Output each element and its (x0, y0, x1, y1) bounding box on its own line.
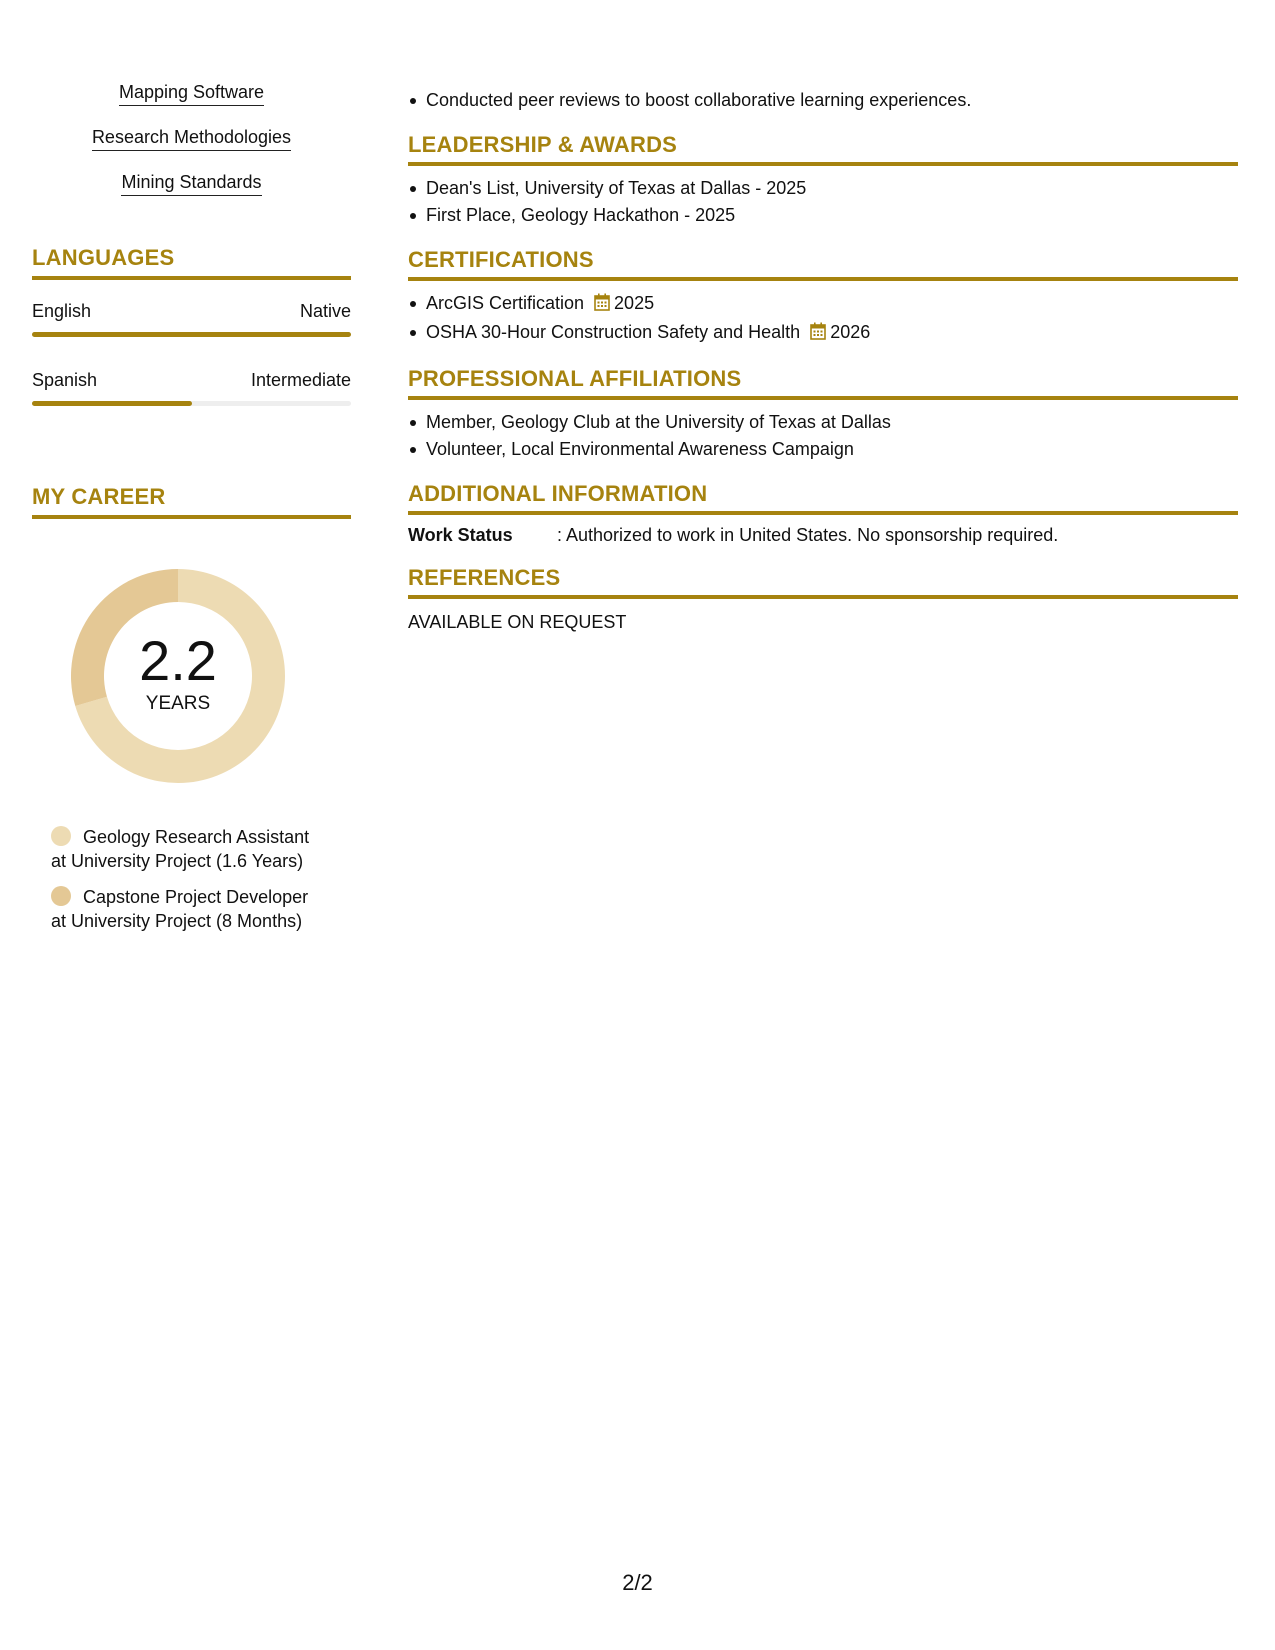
skill-item: Mining Standards (121, 170, 261, 196)
career-total-years: 2.2 (139, 629, 217, 692)
language-english (32, 300, 351, 337)
certification-year: 2026 (830, 322, 871, 342)
affiliations-list (408, 409, 1238, 463)
language-name: English (32, 301, 92, 321)
calendar-icon (810, 321, 826, 348)
list-item: Volunteer, Local Environmental Awareness Campaign (408, 436, 1238, 463)
work-status-row (408, 523, 1238, 547)
legend-swatch (51, 886, 71, 906)
career-heading: MY CAREER (32, 484, 351, 519)
legend-swatch (51, 826, 71, 846)
experience-bullets-continued (408, 87, 1238, 114)
list-item: First Place, Geology Hackathon - 2025 (408, 202, 1238, 229)
legend-line1: Geology Research Assistant (83, 827, 310, 847)
language-name: Spanish (32, 370, 98, 390)
language-proficiency-bar (32, 401, 351, 406)
right-column (408, 78, 1238, 634)
additional-info-heading: ADDITIONAL INFORMATION (408, 481, 1238, 515)
skill-item: Mapping Software (119, 80, 264, 106)
skill-item: Research Methodologies (92, 125, 291, 151)
certification-item (408, 319, 1238, 348)
language-proficiency-fill (32, 332, 351, 337)
languages-heading: LANGUAGES (32, 245, 351, 280)
work-status-value: : Authorized to work in United States. No sponsorship required. (557, 525, 1059, 545)
calendar-icon (594, 292, 610, 319)
list-item: Member, Geology Club at the University of Texas at Dallas (408, 409, 1238, 436)
references-heading: REFERENCES (408, 565, 1238, 599)
leadership-list (408, 175, 1238, 229)
legend-item (51, 825, 351, 873)
language-spanish (32, 369, 351, 406)
leadership-heading: LEADERSHIP & AWARDS (408, 132, 1238, 166)
career-legend (32, 825, 351, 933)
affiliations-heading: PROFESSIONAL AFFILIATIONS (408, 366, 1238, 400)
certification-item (408, 290, 1238, 319)
donut-center (63, 561, 293, 791)
work-status-label: Work Status (408, 525, 513, 545)
career-total-unit: YEARS (145, 693, 211, 714)
list-item: Dean's List, University of Texas at Dallas - 2025 (408, 175, 1238, 202)
page-number: 2/2 (622, 1570, 653, 1595)
language-level: Intermediate (250, 370, 351, 390)
language-proficiency-fill (32, 401, 192, 406)
certifications-heading: CERTIFICATIONS (408, 247, 1238, 281)
skills-list (32, 80, 351, 215)
language-proficiency-bar (32, 332, 351, 337)
certification-name: OSHA 30-Hour Construction Safety and Health (426, 322, 801, 342)
legend-item (51, 885, 351, 933)
certification-name: ArcGIS Certification (426, 293, 585, 313)
legend-line2: at University Project (1.6 Years) (51, 851, 304, 871)
certifications-list (408, 290, 1238, 348)
career-donut-chart (63, 561, 293, 791)
certification-year: 2025 (614, 293, 655, 313)
legend-line1: Capstone Project Developer (83, 887, 309, 907)
list-item: Conducted peer reviews to boost collaborative learning experiences. (408, 87, 1238, 114)
legend-line2: at University Project (8 Months) (51, 911, 303, 931)
left-column (32, 80, 351, 945)
references-text: AVAILABLE ON REQUEST (408, 612, 627, 632)
language-level: Native (299, 301, 351, 321)
